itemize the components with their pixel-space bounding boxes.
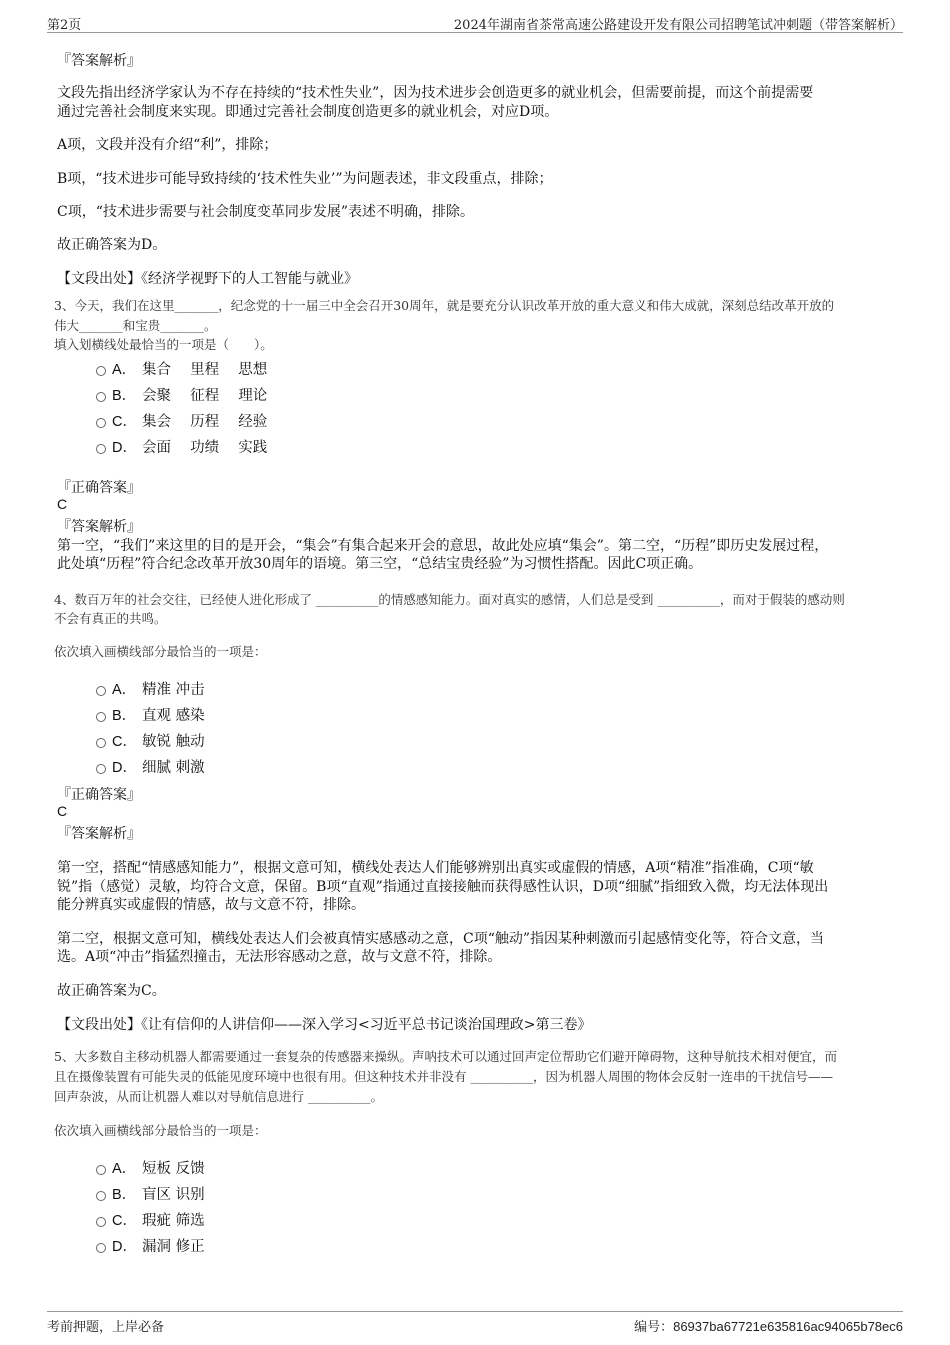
radio-icon[interactable] <box>96 1165 106 1175</box>
radio-icon[interactable] <box>96 738 106 748</box>
option-b[interactable]: B． 会聚 征程 理论 <box>96 384 267 405</box>
option-d[interactable]: D． 细腻 刺激 <box>96 756 205 777</box>
analysis-label: 『答案解析』 <box>57 519 141 535</box>
option-c[interactable]: C． 敏锐 触动 <box>96 730 205 751</box>
analysis-text: 通过完善社会制度来实现。即通过完善社会制度创造更多的就业机会，对应D项。 <box>57 104 559 120</box>
page-number: 第2页 <box>47 18 82 33</box>
radio-icon[interactable] <box>96 1191 106 1201</box>
question-stem: 4、数百万年的社会交往，已经使人进化形成了 __________的情感感知能力。面对真实的感情，人们总是受到 __________，而对于假装的感动则 <box>54 592 845 607</box>
correct-answer-label: 『正确答案』 <box>57 787 141 803</box>
option-a[interactable]: A． 精准 冲击 <box>96 678 205 699</box>
radio-icon[interactable] <box>96 418 106 428</box>
question-stem: 且在摄像装置有可能失灵的低能见度环境中也很有用。但这种技术并非没有 __________，因为机器人周围的物体会反射一连串的干扰信号—— <box>54 1069 833 1084</box>
footer-slogan: 考前押题，上岸必备 <box>47 1320 165 1335</box>
question-instruction: 填入划横线处最恰当的一项是（ ）。 <box>54 337 273 352</box>
option-a[interactable]: A． 短板 反馈 <box>96 1157 205 1178</box>
analysis-label: 『答案解析』 <box>57 53 141 69</box>
radio-icon[interactable] <box>96 686 106 696</box>
radio-icon[interactable] <box>96 1217 106 1227</box>
analysis-text: 第二空，根据文意可知，横线处表达人们会被真情实感感动之意，C项“触动”指因某种刺激而引起感情变化等，符合文意，当 <box>57 931 825 947</box>
conclusion-text: 故正确答案为C。 <box>57 983 166 999</box>
radio-icon[interactable] <box>96 1243 106 1253</box>
correct-answer: C <box>57 803 68 819</box>
option-c[interactable]: C． 瑕疵 筛选 <box>96 1209 205 1230</box>
radio-icon[interactable] <box>96 764 106 774</box>
option-c[interactable]: C． 集会 历程 经验 <box>96 410 267 431</box>
correct-answer: C <box>57 496 68 512</box>
option-d[interactable]: D． 漏洞 修正 <box>96 1235 205 1256</box>
option-d[interactable]: D． 会面 功绩 实践 <box>96 436 267 457</box>
option-b[interactable]: B． 直观 感染 <box>96 704 205 725</box>
question-stem: 3、今天，我们在这里_______，纪念党的十一届三中全会召开30周年，就是要充分认识改革开放的重大意义和伟大成就，深刻总结改革开放的 <box>54 298 835 313</box>
source-text: 【文段出处】《让有信仰的人讲信仰——深入学习<习近平总书记谈治国理政>第三卷》 <box>57 1017 592 1033</box>
analysis-text: 第一空，搭配“情感感知能力”，根据文意可知，横线处表达人们能够辨别出真实或虚假的情感，A项“精准”指准确，C项“敏 <box>57 860 814 876</box>
question-stem: 伟大_______和宝贵_______。 <box>54 318 217 333</box>
document-title: 2024年湖南省茶常高速公路建设开发有限公司招聘笔试冲刺题（带答案解析） <box>453 18 903 33</box>
question-stem: 回声杂波，从而让机器人难以对导航信息进行 __________。 <box>54 1089 383 1104</box>
analysis-text: 能分辨真实或虚假的情感，故与文意不符，排除。 <box>57 897 365 913</box>
radio-icon[interactable] <box>96 712 106 722</box>
analysis-text: 第一空，“我们”来这里的目的是开会，“集会”有集合起来开会的意思，故此处应填“集会”。第二空，“历程”即历史发展过程， <box>57 538 829 554</box>
analysis-text: 选。A项“冲击”指猛烈撞击，无法形容感动之意，故与文意不符，排除。 <box>57 949 502 965</box>
question-stem: 不会有真正的共鸣。 <box>54 611 167 626</box>
question-instruction: 依次填入画横线部分最恰当的一项是： <box>54 644 267 659</box>
analysis-text: 此处填“历程”符合纪念改革开放30周年的语境。第三空，“总结宝贵经验”为习惯性搭配。因此C项正确。 <box>57 556 703 572</box>
source-text: 【文段出处】《经济学视野下的人工智能与就业》 <box>57 271 358 287</box>
analysis-text: C项，“技术进步需要与社会制度变革同步发展”表述不明确，排除。 <box>57 204 475 220</box>
radio-icon[interactable] <box>96 392 106 402</box>
page-footer <box>47 1311 903 1336</box>
page-header <box>47 10 903 33</box>
question-stem: 5、大多数自主移动机器人都需要通过一套复杂的传感器来操纵。声呐技术可以通过回声定位帮助它们避开障碍物，这种导航技术相对便宜，而 <box>54 1049 837 1064</box>
conclusion-text: 故正确答案为D。 <box>57 237 167 253</box>
option-a[interactable]: A． 集合 里程 思想 <box>96 358 267 379</box>
option-b[interactable]: B． 盲区 识别 <box>96 1183 205 1204</box>
radio-icon[interactable] <box>96 444 106 454</box>
analysis-text: 文段先指出经济学家认为不存在持续的“技术性失业”，因为技术进步会创造更多的就业机会，但需要前提，而这个前提需要 <box>57 85 814 101</box>
radio-icon[interactable] <box>96 366 106 376</box>
analysis-label: 『答案解析』 <box>57 826 141 842</box>
analysis-text: B项，“技术进步可能导致持续的‘技术性失业’”为问题表述，非文段重点，排除； <box>57 171 553 187</box>
document-id: 编号：86937ba67721e635816ac94065b78ec6 <box>634 1319 903 1334</box>
analysis-text: 锐”指（感觉）灵敏，均符合文意，保留。B项“直观”指通过直接接触而获得感性认识，D项“细腻”指细致入微，均无法体现出 <box>57 879 829 895</box>
analysis-text: A项，文段并没有介绍“利”，排除； <box>57 137 278 153</box>
correct-answer-label: 『正确答案』 <box>57 480 141 496</box>
question-instruction: 依次填入画横线部分最恰当的一项是： <box>54 1123 267 1138</box>
